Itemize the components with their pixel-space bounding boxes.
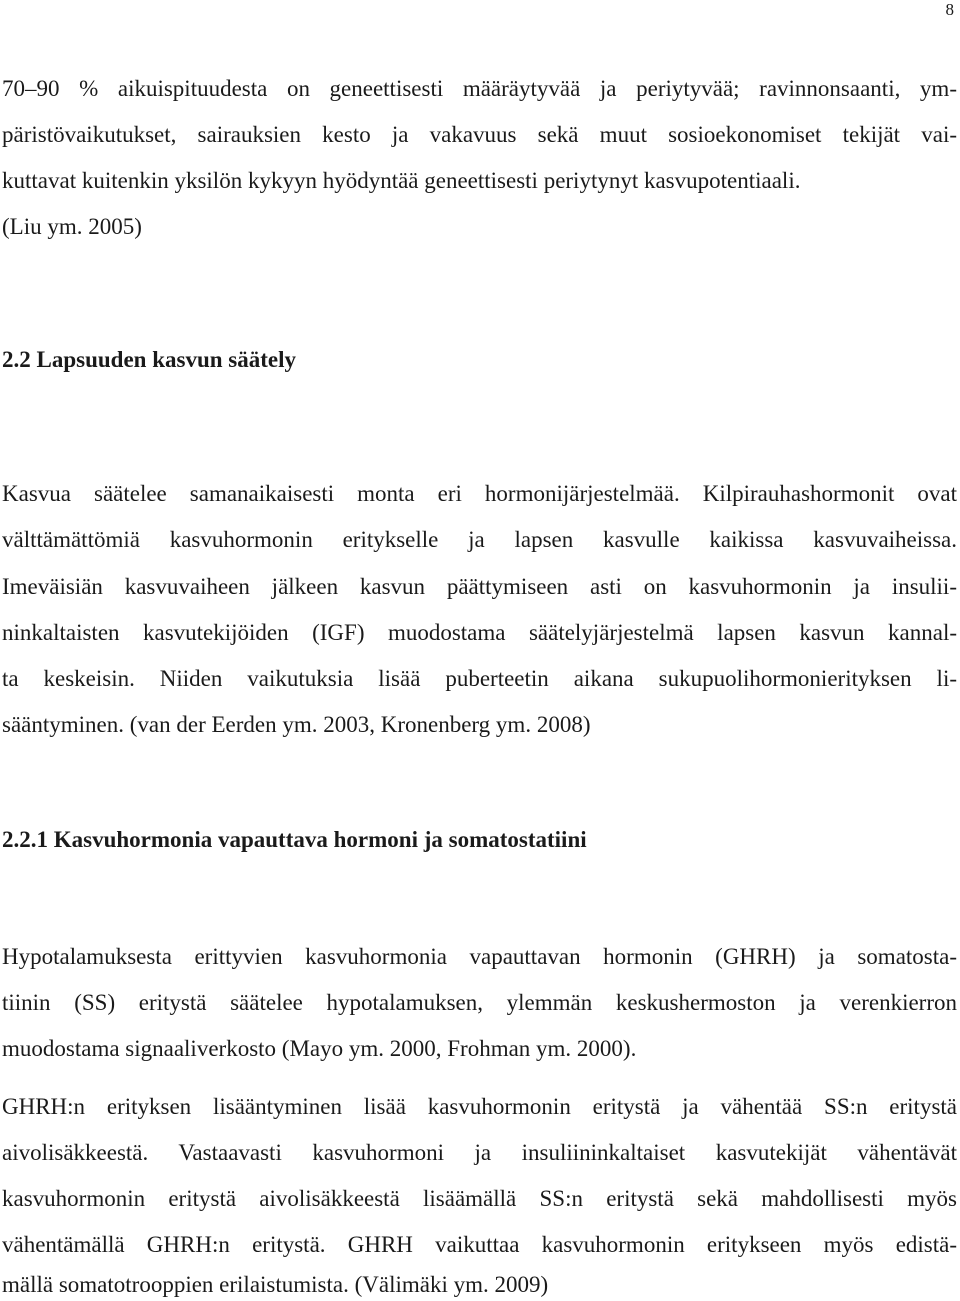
paragraph-line: kuttavat kuitenkin yksilön kykyyn hyödyntää geneettisesti periytynyt kasvupotentiaali. bbox=[2, 168, 801, 193]
section-heading: 2.2 Lapsuuden kasvun säätely bbox=[2, 347, 296, 372]
paragraph-line: ta keskeisin. Niiden vaikutuksia lisää puberteetin aikana sukupuolihormonierityksen li- bbox=[2, 666, 957, 691]
paragraph-line: muodostama signaaliverkosto (Mayo ym. 2000, Frohman ym. 2000). bbox=[2, 1036, 637, 1061]
paragraph-line: sääntyminen. (van der Eerden ym. 2003, Kronenberg ym. 2008) bbox=[2, 712, 591, 737]
page-number: 8 bbox=[945, 0, 954, 19]
paragraph-line: GHRH:n erityksen lisääntyminen lisää kasvuhormonin eritystä ja vähentää SS:n eritystä bbox=[2, 1094, 957, 1119]
paragraph-line: mällä somatotrooppien erilaistumista. (Välimäki ym. 2009) bbox=[2, 1272, 549, 1297]
paragraph-line: välttämättömiä kasvuhormonin eritykselle ja lapsen kasvulle kaikissa kasvuvaiheissa. bbox=[2, 527, 957, 552]
paragraph-line: vähentämällä GHRH:n eritystä. GHRH vaikuttaa kasvuhormonin eritykseen myös edistä- bbox=[2, 1232, 957, 1257]
paragraph-line: päristövaikutukset, sairauksien kesto ja vakavuus sekä muut sosioekonomiset tekijät vai- bbox=[2, 122, 957, 147]
paragraph-line: Hypotalamuksesta erittyvien kasvuhormonia vapauttavan hormonin (GHRH) ja somatosta- bbox=[2, 944, 957, 969]
paragraph-line: Imeväisiän kasvuvaiheen jälkeen kasvun päättymiseen asti on kasvuhormonin ja insulii- bbox=[2, 574, 957, 599]
paragraph-line: ninkaltaisten kasvutekijöiden (IGF) muodostama säätelyjärjestelmä lapsen kasvun kannal- bbox=[2, 620, 957, 645]
paragraph-line: Kasvua säätelee samanaikaisesti monta eri hormonijärjestelmää. Kilpirauhashormonit ovat bbox=[2, 481, 957, 506]
paragraph-line: tiinin (SS) eritystä säätelee hypotalamuksen, ylemmän keskushermoston ja verenkierron bbox=[2, 990, 957, 1015]
paragraph-line: kasvuhormonin eritystä aivolisäkkeestä lisäämällä SS:n eritystä sekä mahdollisesti myös bbox=[2, 1186, 957, 1211]
paragraph-line: (Liu ym. 2005) bbox=[2, 214, 142, 239]
subsection-heading: 2.2.1 Kasvuhormonia vapauttava hormoni ja somatostatiini bbox=[2, 827, 587, 852]
paragraph-line: aivolisäkkeestä. Vastaavasti kasvuhormoni ja insuliininkaltaiset kasvutekijät vähentävät bbox=[2, 1140, 957, 1165]
paragraph-line: 70–90 % aikuispituudesta on geneettisesti määräytyvää ja periytyvää; ravinnonsaanti, ym- bbox=[2, 76, 957, 101]
